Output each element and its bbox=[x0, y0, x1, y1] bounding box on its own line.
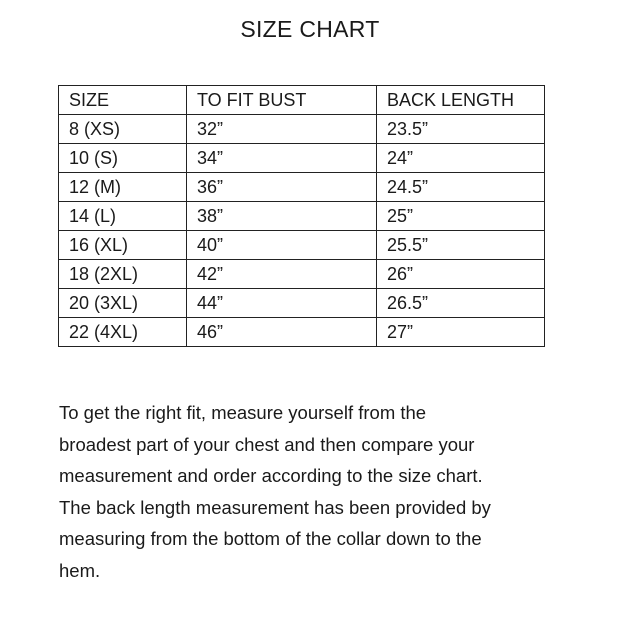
table-row bbox=[59, 115, 545, 144]
cell-back-length: 24.5” bbox=[377, 173, 545, 202]
measurement-note bbox=[59, 397, 579, 586]
cell-bust: 32” bbox=[187, 115, 377, 144]
cell-back-length: 27” bbox=[377, 318, 545, 347]
cell-back-length: 23.5” bbox=[377, 115, 545, 144]
cell-size: 8 (XS) bbox=[59, 115, 187, 144]
cell-size: 14 (L) bbox=[59, 202, 187, 231]
cell-back-length: 25.5” bbox=[377, 231, 545, 260]
cell-bust: 40” bbox=[187, 231, 377, 260]
cell-size: 12 (M) bbox=[59, 173, 187, 202]
size-table bbox=[58, 85, 545, 347]
cell-back-length: 25” bbox=[377, 202, 545, 231]
table-row bbox=[59, 202, 545, 231]
table-row bbox=[59, 144, 545, 173]
cell-size: 18 (2XL) bbox=[59, 260, 187, 289]
cell-size: 22 (4XL) bbox=[59, 318, 187, 347]
table-row bbox=[59, 318, 545, 347]
cell-size: 20 (3XL) bbox=[59, 289, 187, 318]
table-header-row bbox=[59, 86, 545, 115]
note-line: broadest part of your chest and then compare your bbox=[59, 433, 475, 455]
table-row bbox=[59, 260, 545, 289]
note-line: measurement and order according to the size chart. bbox=[59, 465, 483, 486]
cell-bust: 42” bbox=[187, 260, 377, 289]
note-line: To get the right fit, measure yourself from the bbox=[59, 402, 427, 423]
cell-bust: 44” bbox=[187, 289, 377, 318]
table-row bbox=[59, 173, 545, 202]
table-row bbox=[59, 231, 545, 260]
header-back-length: BACK LENGTH bbox=[377, 86, 545, 115]
header-size: SIZE bbox=[59, 86, 187, 115]
cell-size: 10 (S) bbox=[59, 144, 187, 173]
cell-bust: 34” bbox=[187, 144, 377, 173]
table-row bbox=[59, 289, 545, 318]
cell-back-length: 26.5” bbox=[377, 289, 545, 318]
cell-bust: 46” bbox=[187, 318, 377, 347]
note-line: The back length measurement has been provided by bbox=[59, 496, 491, 518]
page-title: SIZE CHART bbox=[240, 16, 380, 42]
cell-bust: 36” bbox=[187, 173, 377, 202]
note-line: measuring from the bottom of the collar down to the bbox=[59, 528, 482, 549]
header-bust: TO FIT BUST bbox=[187, 86, 377, 115]
cell-size: 16 (XL) bbox=[59, 231, 187, 260]
cell-back-length: 26” bbox=[377, 260, 545, 289]
cell-back-length: 24” bbox=[377, 144, 545, 173]
note-line: hem. bbox=[59, 559, 101, 581]
cell-bust: 38” bbox=[187, 202, 377, 231]
